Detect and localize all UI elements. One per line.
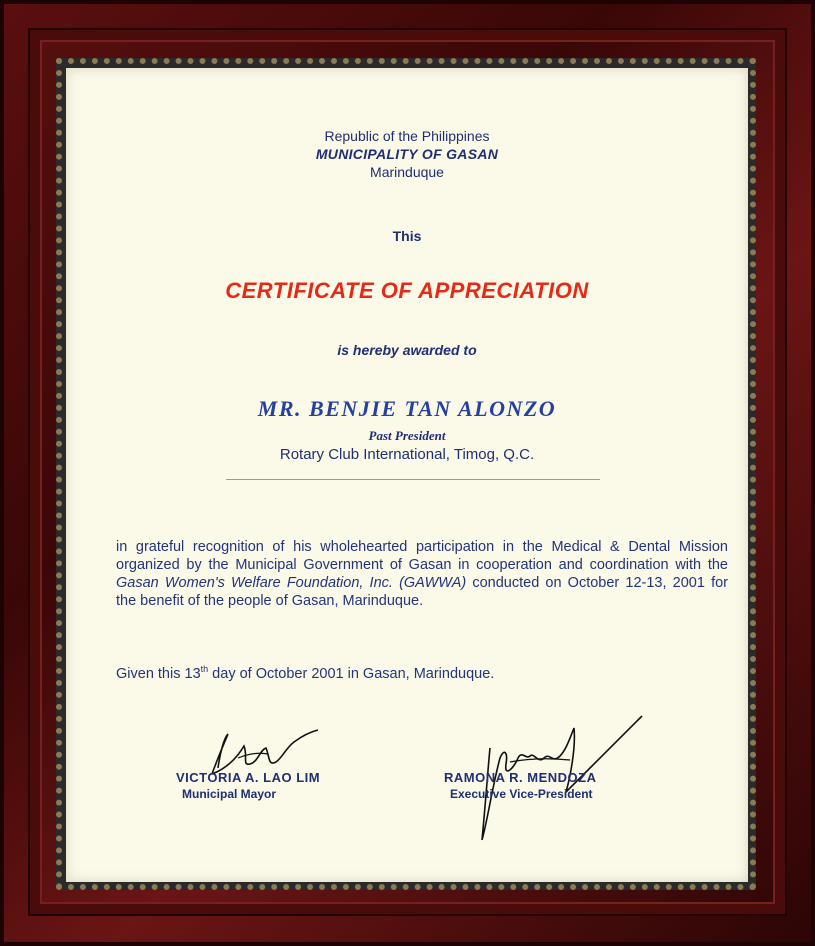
- recipient-position: Past President: [368, 428, 446, 443]
- header-republic: Republic of the Philippines: [324, 128, 490, 144]
- given-sup: th: [200, 664, 209, 674]
- divider-line: [226, 479, 600, 480]
- signatory-name: RAMONA R. MENDOZA: [444, 770, 597, 785]
- given-date-line: [116, 664, 728, 682]
- signatory-name: VICTORIA A. LAO LIM: [176, 770, 321, 785]
- signatory-title: Executive Vice-President: [450, 787, 593, 801]
- certificate-paper: [66, 68, 748, 882]
- given-prefix: Given this 13: [116, 665, 201, 682]
- citation-part1: in grateful recognition of his wholehearted participation in the Medical & Dental Mission organized by the Municipal Government of Gasan in cooperation and coordination with the: [116, 539, 728, 573]
- citation-paragraph: [116, 538, 728, 610]
- signatory-mayor: [176, 770, 320, 801]
- signatory-title: Municipal Mayor: [182, 787, 277, 801]
- certificate-title: CERTIFICATE OF APPRECIATION: [225, 278, 589, 303]
- recipient-organization: Rotary Club International, Timog, Q.C.: [279, 446, 535, 463]
- header-province: Marinduque: [370, 164, 444, 180]
- intro-text: This: [392, 228, 422, 244]
- given-suffix: day of October 2001 in Gasan, Marinduque.: [208, 665, 495, 682]
- signatory-vice-president: [444, 770, 596, 801]
- recipient-name: MR. BENJIE TAN ALONZO: [257, 396, 557, 421]
- citation-part2: conducted on October 12-13, 2001 for the benefit of the people of Gasan, Marinduque.: [116, 575, 728, 609]
- awarded-text: is hereby awarded to: [337, 342, 477, 358]
- citation-foundation: Gasan Women's Welfare Foundation, Inc. (GAWWA): [116, 575, 467, 591]
- header-municipality: MUNICIPALITY OF GASAN: [315, 146, 499, 162]
